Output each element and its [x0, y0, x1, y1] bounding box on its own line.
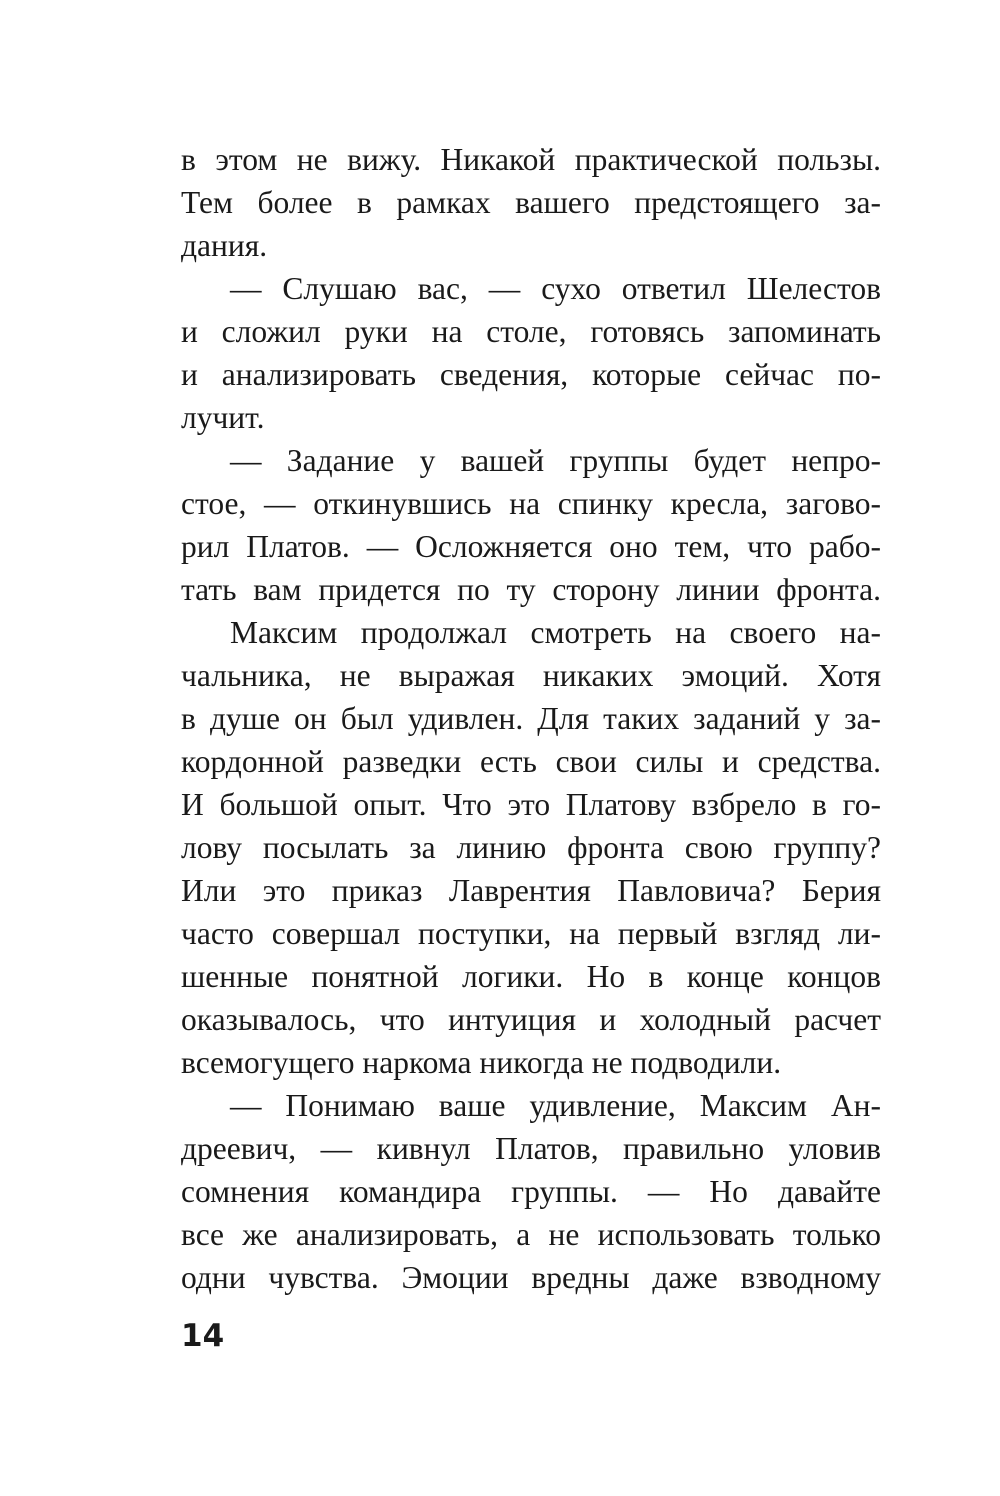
- text-line: — Задание у вашей группы будет непро-: [230, 443, 881, 478]
- text-line: тать вам придется по ту сторону линии фронта.: [181, 572, 881, 607]
- text-line: Или это приказ Лаврентия Павловича? Берия: [181, 873, 881, 908]
- text-line: оказывалось, что интуиция и холодный расчет: [181, 1002, 881, 1037]
- text-line: рил Платов. — Осложняется оно тем, что рабо-: [181, 529, 881, 564]
- text-line: чальника, не выражая никаких эмоций. Хотя: [181, 658, 881, 693]
- text-line: дреевич, — кивнул Платов, правильно уловив: [181, 1131, 881, 1166]
- text-line: и анализировать сведения, которые сейчас по-: [181, 357, 881, 392]
- text-line: Максим продолжал смотреть на своего на-: [230, 615, 881, 650]
- text-line: в этом не вижу. Никакой практической пользы.: [181, 142, 881, 177]
- text-line: И большой опыт. Что это Платову взбрело в го-: [181, 787, 881, 822]
- text-line: лучит.: [181, 400, 265, 435]
- text-line: все же анализировать, а не использовать только: [181, 1217, 881, 1252]
- page-number: 14: [181, 1318, 225, 1354]
- text-line: в душе он был удивлен. Для таких заданий у за-: [181, 701, 881, 736]
- text-line: стое, — откинувшись на спинку кресла, загово-: [181, 486, 881, 521]
- body-text: [181, 138, 881, 1299]
- text-line: Тем более в рамках вашего предстоящего за-: [181, 185, 881, 220]
- text-line: часто совершал поступки, на первый взгляд ли-: [181, 916, 881, 951]
- text-line: — Слушаю вас, — сухо ответил Шелестов: [230, 271, 881, 306]
- text-line: лову посылать за линию фронта свою группу?: [181, 830, 881, 865]
- text-line: и сложил руки на столе, готовясь запоминать: [181, 314, 881, 349]
- text-line: сомнения командира группы. — Но давайте: [181, 1174, 881, 1209]
- text-line: дания.: [181, 228, 268, 263]
- text-line: кордонной разведки есть свои силы и средства.: [181, 744, 881, 779]
- text-line: одни чувства. Эмоции вредны даже взводному: [181, 1260, 881, 1295]
- text-line: всемогущего наркома никогда не подводили.: [181, 1045, 782, 1080]
- text-line: — Понимаю ваше удивление, Максим Ан-: [230, 1088, 881, 1123]
- text-line: шенные понятной логики. Но в конце концов: [181, 959, 881, 994]
